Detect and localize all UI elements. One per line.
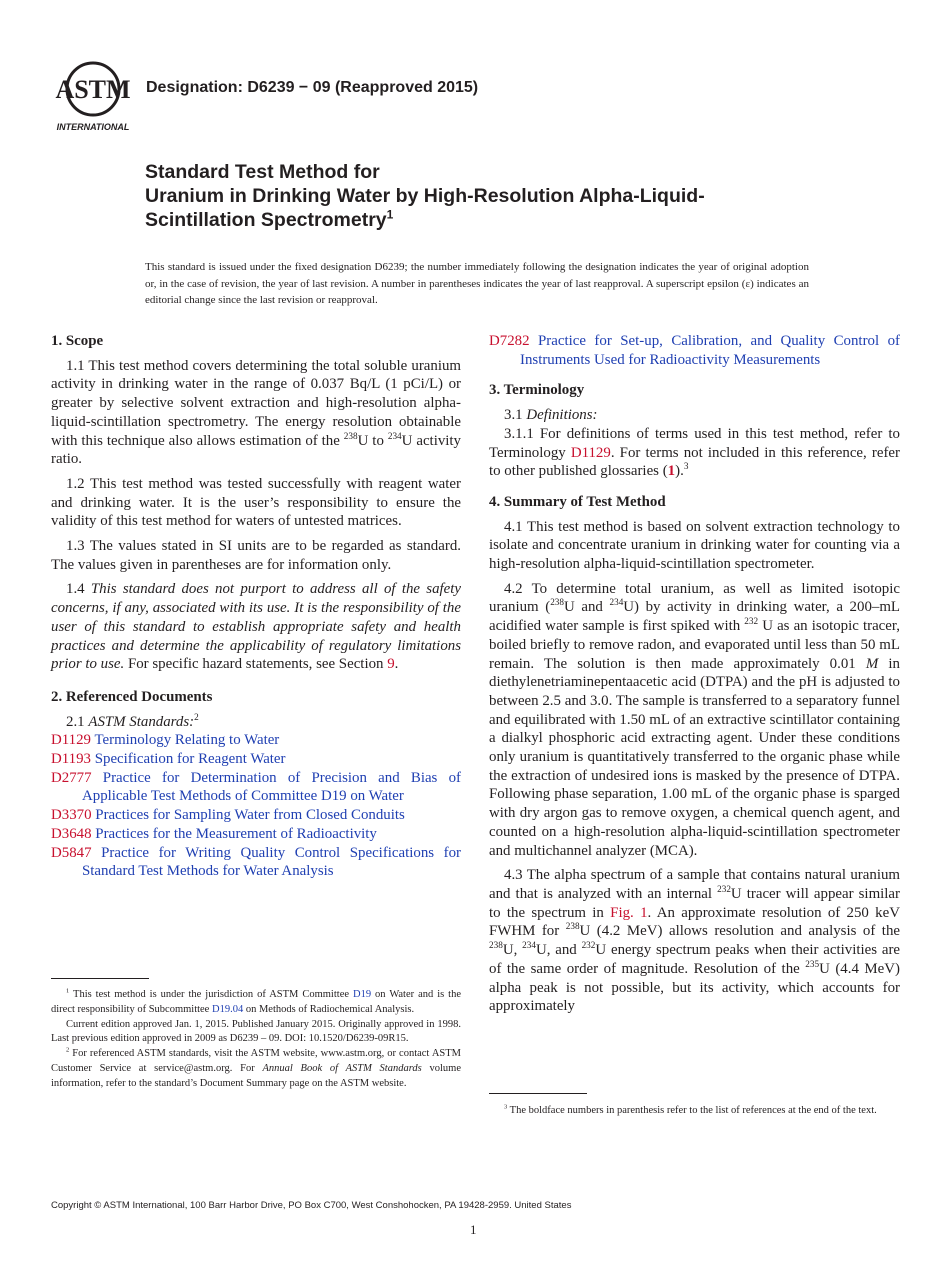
link-d1129[interactable]: D1129	[570, 444, 611, 461]
section-heading-terminology: 3. Terminology	[489, 382, 585, 399]
reference-item[interactable]: D7282 Practice for Set-up, Calibration, and Quality Control of Instruments Used for Radioactivity Measurements	[489, 333, 900, 368]
paragraph-4-1: 4.1 This test method is based on solvent extraction technology to isolate and concentrate uranium in drinking water for counting via a high-resolution alpha-liquid-scintillation spectrometer.	[489, 518, 900, 573]
title-line-3-text: Scintillation Spectrometry	[145, 209, 387, 231]
footnote-1-edition: Current edition approved Jan. 1, 2015. Published January 2015. Originally approved in 1998. Last previous edition approved in 2009 as D6239 – 09. DOI: 10.1520/D6239-09R15.	[51, 1018, 461, 1045]
astm-logo-mark	[50, 55, 136, 135]
paragraph-1-1: 1.1 This test method covers determining the total soluble uranium activity in drinking water in the range of 0.037 Bq/L (1 pCi/L) or greater by selective solvent extraction and high-resolution alpha-liquid-scintillation spectrometry. The energy resolution obtainable with this technique also allows estimation of the $^{238}$U to $^{234}$U activity ratio.	[51, 357, 461, 468]
paragraph-1-2: 1.2 This test method was tested successfully with reagent water and drinking water. It is the user’s responsibility to ensure the validity of this test method for waters of untested matrices.	[51, 475, 461, 530]
document-title	[145, 160, 705, 232]
logo-subtext: INTERNATIONAL	[56, 122, 130, 132]
footnote-2: $^2$ For referenced ASTM standards, visit the ASTM website, www.astm.org, or contact ASTM Customer Service at service@astm.org. For Annual Book of ASTM Standards volume information, refer to the standard’s Document Summary page on the ASTM website.	[51, 1046, 461, 1089]
section-heading-scope: 1. Scope	[51, 333, 104, 349]
reference-item[interactable]: D1193 Specification for Reagent Water	[51, 751, 286, 768]
section-heading-summary: 4. Summary of Test Method	[489, 493, 666, 510]
title-line-3	[145, 208, 705, 232]
paragraph-4-3: 4.3 The alpha spectrum of a sample that contains natural uranium and that is analyzed with an internal $^{232}$U tracer will appear similar to the spectrum in Fig. 1. An approximate resolution of 250 keV FWHM for $^{238}$U (4.2 MeV) allows resolution and analysis of the $^{238}$U, $^{234}$U, and $^{232}$U energy spectrum peaks when their activities are of the same order of magnitude. Resolution of the $^{235}$U (4.4 MeV) alpha peak is not possible, but its activity, which accounts for approximately	[489, 867, 901, 1015]
astm-logo	[50, 55, 136, 135]
title-footnote-mark: 1	[386, 207, 394, 222]
paragraph-1-4: 1.4 This standard does not purport to address all of the safety concerns, if any, associated with its use. It is the responsibility of the user of this standard to establish appropriate safety and health practices and determine the applicability of regulatory limitations prior to use. For specific hazard statements, see Section 9.	[51, 581, 462, 673]
reference-item[interactable]: D3370 Practices for Sampling Water from Closed Conduits	[51, 807, 405, 824]
section-heading-referenced-documents: 2. Referenced Documents	[51, 688, 213, 705]
issuance-note: This standard is issued under the fixed designation D6239; the number immediately following the designation indicates the year of original adoption or, in the case of revision, the year of last revision. A number in parentheses indicates the year of last reapproval. A superscript epsilon (ε) indicates an editorial change since the last revision or reapproval.	[145, 261, 809, 306]
footnotes-left	[51, 988, 461, 1092]
paragraph-4-2: 4.2 To determine total uranium, as well as limited isotopic uranium ($^{238}$U and $^{234}$U) by activity in drinking water, a 200–mL acidified water sample is first spiked with $^{232}$ U as an isotopic tracer, boiled briefly to remove radon, and evaporated until less than 50 mL remain. The solution is then made approximately 0.01 M in diethylenetriaminepentaacetic acid (DTPA) and the pH is adjusted to between 2.5 and 3.0. The sample is transferred to a separatory funnel and equilibrated with 1.50 mL of an extractive scintillator containing a dialkyl phosphoric acid extracting agent. Under these conditions only uranium is quantitatively transferred to the organic phase while the extraction of undesired ions is masked by the presence of DTPA. Following phase separation, 1.00 mL of the organic phase is sparged with dry argon gas to remove oxygen, a chemical quench agent, and counted on a high-resolution alpha-liquid-scintillation spectrometer and multichannel analyzer (MCA).	[489, 580, 901, 859]
footnote-1: $^1$ This test method is under the jurisdiction of ASTM Committee D19 on Water and is the direct responsibility of Subcommittee D19.04 on Methods of Radiochemical Analysis.	[51, 987, 462, 1015]
link-d19-04[interactable]: D19.04	[211, 1003, 244, 1015]
link-section-9[interactable]: 9	[387, 656, 395, 673]
title-line-1: Standard Test Method for	[145, 161, 380, 183]
reference-item[interactable]: D5847 Practice for Writing Quality Control Specifications for Standard Test Methods for Water Analysis	[51, 844, 461, 880]
link-reference-1[interactable]: 1	[667, 463, 676, 480]
reference-item[interactable]: D3648 Practices for the Measurement of Radioactivity	[51, 825, 377, 842]
link-d19[interactable]: D19	[352, 989, 372, 1000]
page-number: 1	[470, 1222, 477, 1237]
paragraph-1-3: 1.3 The values stated in SI units are to be regarded as standard. The values given in parentheses are for information only.	[51, 538, 461, 573]
reference-item[interactable]: D2777 Practice for Determination of Precision and Bias of Applicable Test Methods of Committee D19 on Water	[51, 769, 461, 805]
title-line-2: Uranium in Drinking Water by High-Resolution Alpha-Liquid-	[145, 185, 705, 207]
footnotes-right	[489, 1104, 900, 1119]
copyright-notice: Copyright © ASTM International, 100 Barr Harbor Drive, PO Box C700, West Conshohocken, PA 19428-2959. United States	[51, 1200, 572, 1211]
paragraph-3-1-1: 3.1.1 For definitions of terms used in this test method, refer to Terminology D1129. For terms not included in this reference, refer to other published glossaries (1).$^3$	[489, 425, 900, 480]
footnote-rule-right	[489, 1093, 587, 1094]
reference-item[interactable]: D1129 Terminology Relating to Water	[51, 732, 280, 749]
right-column	[489, 332, 900, 1022]
link-fig-1[interactable]: Fig. 1	[610, 904, 648, 921]
paragraph-3-1: 3.1 Definitions:	[504, 407, 598, 424]
designation: Designation: D6239 − 09 (Reapproved 2015)	[146, 79, 479, 96]
paragraph-2-1: 2.1 ASTM Standards:$^2$	[66, 711, 199, 730]
footnote-3: $^3$ The boldface numbers in parenthesis refer to the list of references at the end of the text.	[504, 1103, 877, 1116]
left-column	[51, 332, 461, 881]
logo-text: ASTM	[55, 75, 131, 104]
footnote-rule	[51, 978, 149, 979]
